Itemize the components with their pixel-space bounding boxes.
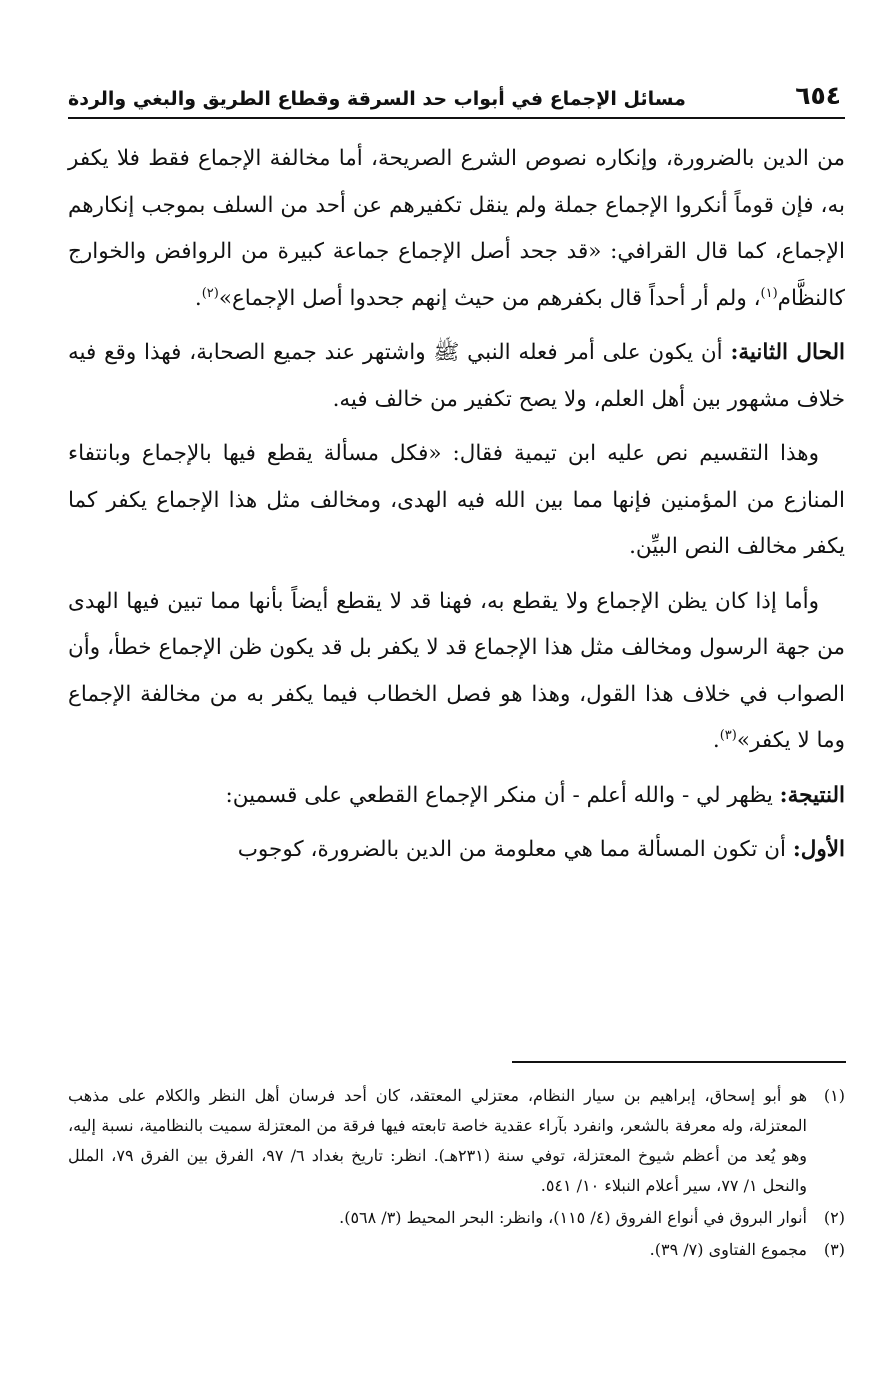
footnote-ref-3[interactable]: (٣) [719,727,737,743]
paragraph-1: من الدين بالضرورة، وإنكاره نصوص الشرع الصريحة، أما مخالفة الإجماع فقط فلا يكفر به، فإن قوماً أنكروا الإجماع جملة ولم ينقل تكفيرهم عن أحد من السلف بموجب إنكارهم الإجماع، كما قال القرافي: «قد جحد أصل الإجماع جماعة كبيرة من الروافض والخوارج كالنظَّام$^{(١)}$، ولم أر أحداً قال بكفرهم من حيث إنهم جحدوا أصل الإجماع»$^{(٢)}$. [68,146,845,311]
footnotes [68,1081,845,1267]
footnote-3 [68,1235,845,1265]
section-label: الأول: [792,837,845,862]
footnote-ref-1[interactable]: (١) [760,285,778,301]
paragraph-2: الحال الثانية: أن يكون على أمر فعله النبي ﷺ واشتهر عند جميع الصحابة، فهذا وقع فيه خلاف مشهور بين أهل العلم، ولا يصح تكفير من خالف فيه. [68,340,845,412]
footnote-1 [68,1081,845,1201]
footnote-divider [512,1061,846,1063]
page-number: ٦٥٤ [795,81,841,110]
section-label: الحال الثانية: [730,340,845,365]
running-title: مسائل الإجماع في أبواب حد السرقة وقطاع الطريق والبغي والردة [68,88,686,110]
footnote-number: (١) [823,1086,845,1105]
header-divider [68,117,845,119]
section-label: النتيجة: [779,782,845,808]
paragraph-5: النتيجة: يظهر لي - والله أعلم - أن منكر الإجماع القطعي على قسمين: [225,782,845,808]
footnote-number: (٢) [823,1208,845,1227]
footnote-2 [68,1203,845,1233]
paragraph-3: وهذا التقسيم نص عليه ابن تيمية فقال: «فكل مسألة يقطع فيها بالإجماع وبانتفاء المنازع من المؤمنين فإنها مما بين الله فيه الهدى، ومخالف مثل هذا الإجماع يكفر كما يكفر مخالف النص البيِّن. [68,441,845,559]
paragraph-6: الأول: أن تكون المسألة مما هي معلومة من الدين بالضرورة، كوجوب [237,837,845,862]
footnote-text: هو أبو إسحاق، إبراهيم بن سيار النظام، معتزلي المعتقد، كان أحد فرسان أهل النظر والكلام على مذهب المعتزلة، وله معرفة بالشعر، وانفرد بآراء عقدية خاصة تابعته فيها فرقة من المعتزلة سميت بالنظامية، نسبة إليه، وهو يُعد من أعظم شيوخ المعتزلة، توفي سنة (٢٣١هـ). انظر: تاريخ بغداد ٦/ ٩٧، الفرق بين الفرق ٧٩، الملل والنحل ١/ ٧٧، سير أعلام النبلاء ١٠/ ٥٤١. [68,1086,808,1195]
paragraph-4: وأما إذا كان يظن الإجماع ولا يقطع به، فهنا قد لا يقطع أيضاً بأنها مما تبين فيها الهدى من جهة الرسول ومخالف مثل هذا الإجماع قد لا يكفر بل قد يكون ظن الإجماع خطأ، وأن الصواب في خلاف هذا القول، وهذا هو فصل الخطاب فيما يكفر به من مخالفة الإجماع وما لا يكفر»$^{(٣)}$. [68,588,845,753]
footnote-text: مجموع الفتاوى (٧/ ٣٩). [649,1240,807,1259]
footnote-number: (٣) [823,1240,845,1259]
main-text [68,136,845,882]
page-header [68,60,845,110]
footnote-ref-2[interactable]: (٢) [201,285,219,301]
footnote-text: أنوار البروق في أنواع الفروق (٤/ ١١٥)، وانظر: البحر المحيط (٣/ ٥٦٨). [339,1208,807,1227]
